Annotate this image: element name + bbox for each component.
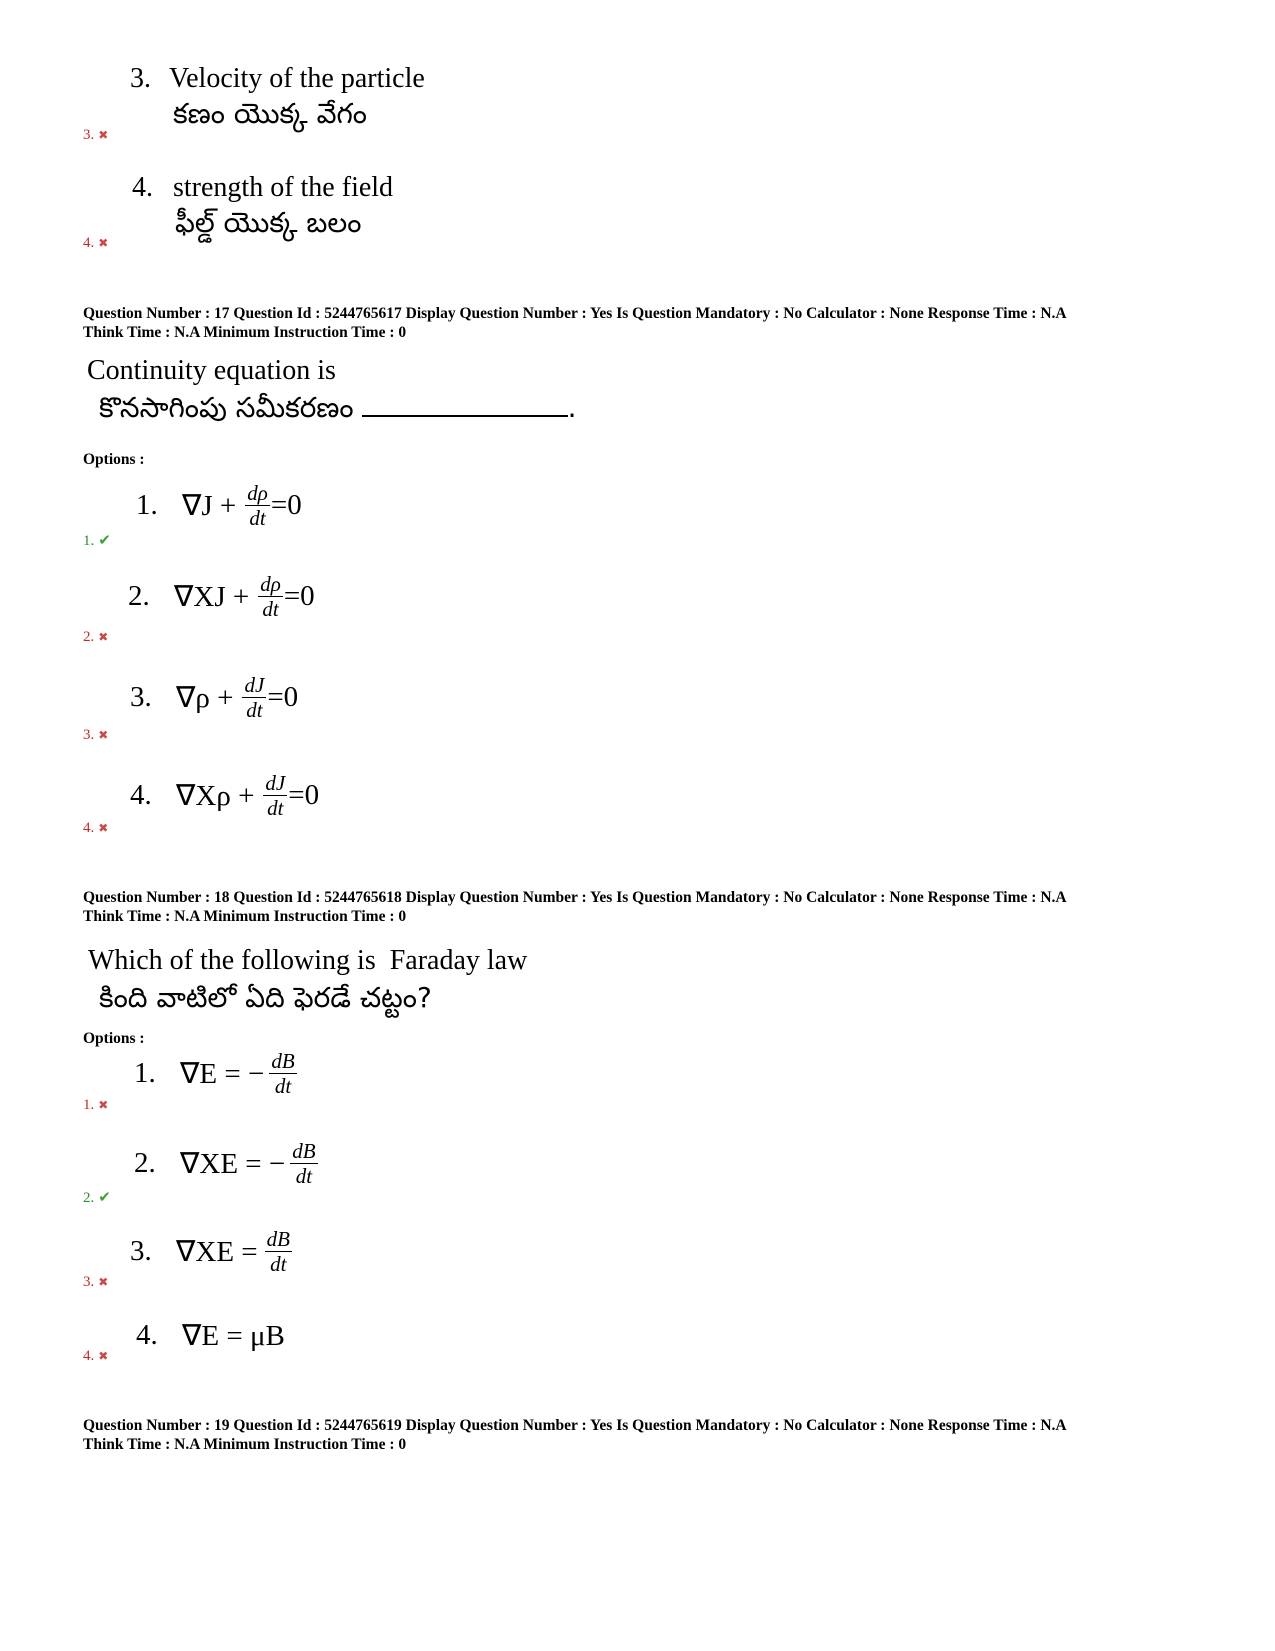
q17-option-2: 2. ∇XJ + $\frac{d\rho}{dt}$ =0 — [128, 572, 315, 621]
fraction: $\frac{dB}{dt}$ — [292, 1139, 316, 1188]
cross-icon: ✖ — [98, 728, 109, 742]
q17-option-4: 4. ∇Xρ + $\frac{dJ}{dt}$ =0 — [130, 771, 320, 820]
option-marker: 2. ✔ — [83, 1188, 111, 1206]
check-icon: ✔ — [98, 531, 111, 549]
cross-icon: ✖ — [98, 821, 109, 835]
q17-option-3: 3. ∇ρ + $\frac{dJ}{dt}$ =0 — [130, 673, 299, 722]
option-number: 3. — [130, 63, 151, 94]
option-marker: 1. ✔ — [83, 531, 111, 549]
question-17-text-te: కొనసాగింపు సమీకరణం . — [99, 391, 577, 424]
option-marker: 2. ✖ — [83, 629, 109, 645]
option-marker: 3. ✖ — [83, 727, 109, 743]
options-label: Options : — [83, 451, 145, 468]
option-text-en: Velocity of the particle — [169, 63, 425, 94]
option-number: 4. — [132, 172, 153, 203]
cross-icon: ✖ — [98, 128, 109, 142]
fraction: $\frac{dJ}{dt}$ — [265, 771, 286, 820]
option-text-te: ఫీల్డ్ యొక్క బలం — [175, 206, 362, 239]
option-marker: 4. ✖ — [83, 235, 109, 251]
fraction: $\frac{d\rho}{dt}$ — [247, 481, 268, 530]
options-label: Options : — [83, 1030, 145, 1047]
fraction: $\frac{dB}{dt}$ — [266, 1227, 290, 1276]
cross-icon: ✖ — [98, 1349, 109, 1363]
q18-option-4: 4. ∇E = μB — [136, 1319, 285, 1352]
q18-option-2: 2. ∇XE = − $\frac{dB}{dt}$ — [134, 1139, 316, 1188]
option-marker: 1. ✖ — [83, 1097, 109, 1113]
question-18-meta: Question Number : 18 Question Id : 5244765618 Display Question Number : Yes Is Question Mandatory : No Calculator : None Response Time : N.A Think Time : N.A Minimum Instruction Time : 0 — [83, 889, 1067, 925]
fraction: $\frac{dB}{dt}$ — [271, 1049, 295, 1098]
prev-option-3 — [130, 62, 425, 132]
cross-icon: ✖ — [98, 630, 109, 644]
answer-blank — [362, 391, 568, 417]
question-18-text-te: కింది వాటిలో ఏది ఫెరడే చట్టం? — [99, 981, 432, 1014]
q17-option-1: 1. ∇J + $\frac{d\rho}{dt}$ =0 — [136, 481, 302, 530]
fraction: $\frac{dJ}{dt}$ — [244, 673, 265, 722]
option-marker: 4. ✖ — [83, 820, 109, 836]
check-icon: ✔ — [98, 1188, 111, 1206]
option-text-te: కణం యొక్క వేగం — [173, 97, 368, 130]
fraction: $\frac{d\rho}{dt}$ — [260, 572, 281, 621]
option-marker: 3. ✖ — [83, 1274, 109, 1290]
question-18-text-en: Which of the following is Faraday law — [88, 945, 528, 976]
cross-icon: ✖ — [98, 236, 109, 250]
question-17-meta: Question Number : 17 Question Id : 5244765617 Display Question Number : Yes Is Question Mandatory : No Calculator : None Response Time : N.A Think Time : N.A Minimum Instruction Time : 0 — [83, 305, 1067, 341]
option-marker: 4. ✖ — [83, 1348, 109, 1364]
prev-option-4 — [132, 171, 393, 241]
cross-icon: ✖ — [98, 1275, 109, 1289]
cross-icon: ✖ — [98, 1098, 109, 1112]
q18-option-3: 3. ∇XE = $\frac{dB}{dt}$ — [130, 1227, 290, 1276]
question-17-text-en: Continuity equation is — [87, 355, 336, 386]
option-text-en: strength of the field — [173, 172, 394, 203]
option-marker: 3. ✖ — [83, 127, 109, 143]
question-19-meta: Question Number : 19 Question Id : 5244765619 Display Question Number : Yes Is Question Mandatory : No Calculator : None Response Time : N.A Think Time : N.A Minimum Instruction Time : 0 — [83, 1417, 1067, 1453]
q18-option-1: 1. ∇E = − $\frac{dB}{dt}$ — [134, 1049, 295, 1098]
